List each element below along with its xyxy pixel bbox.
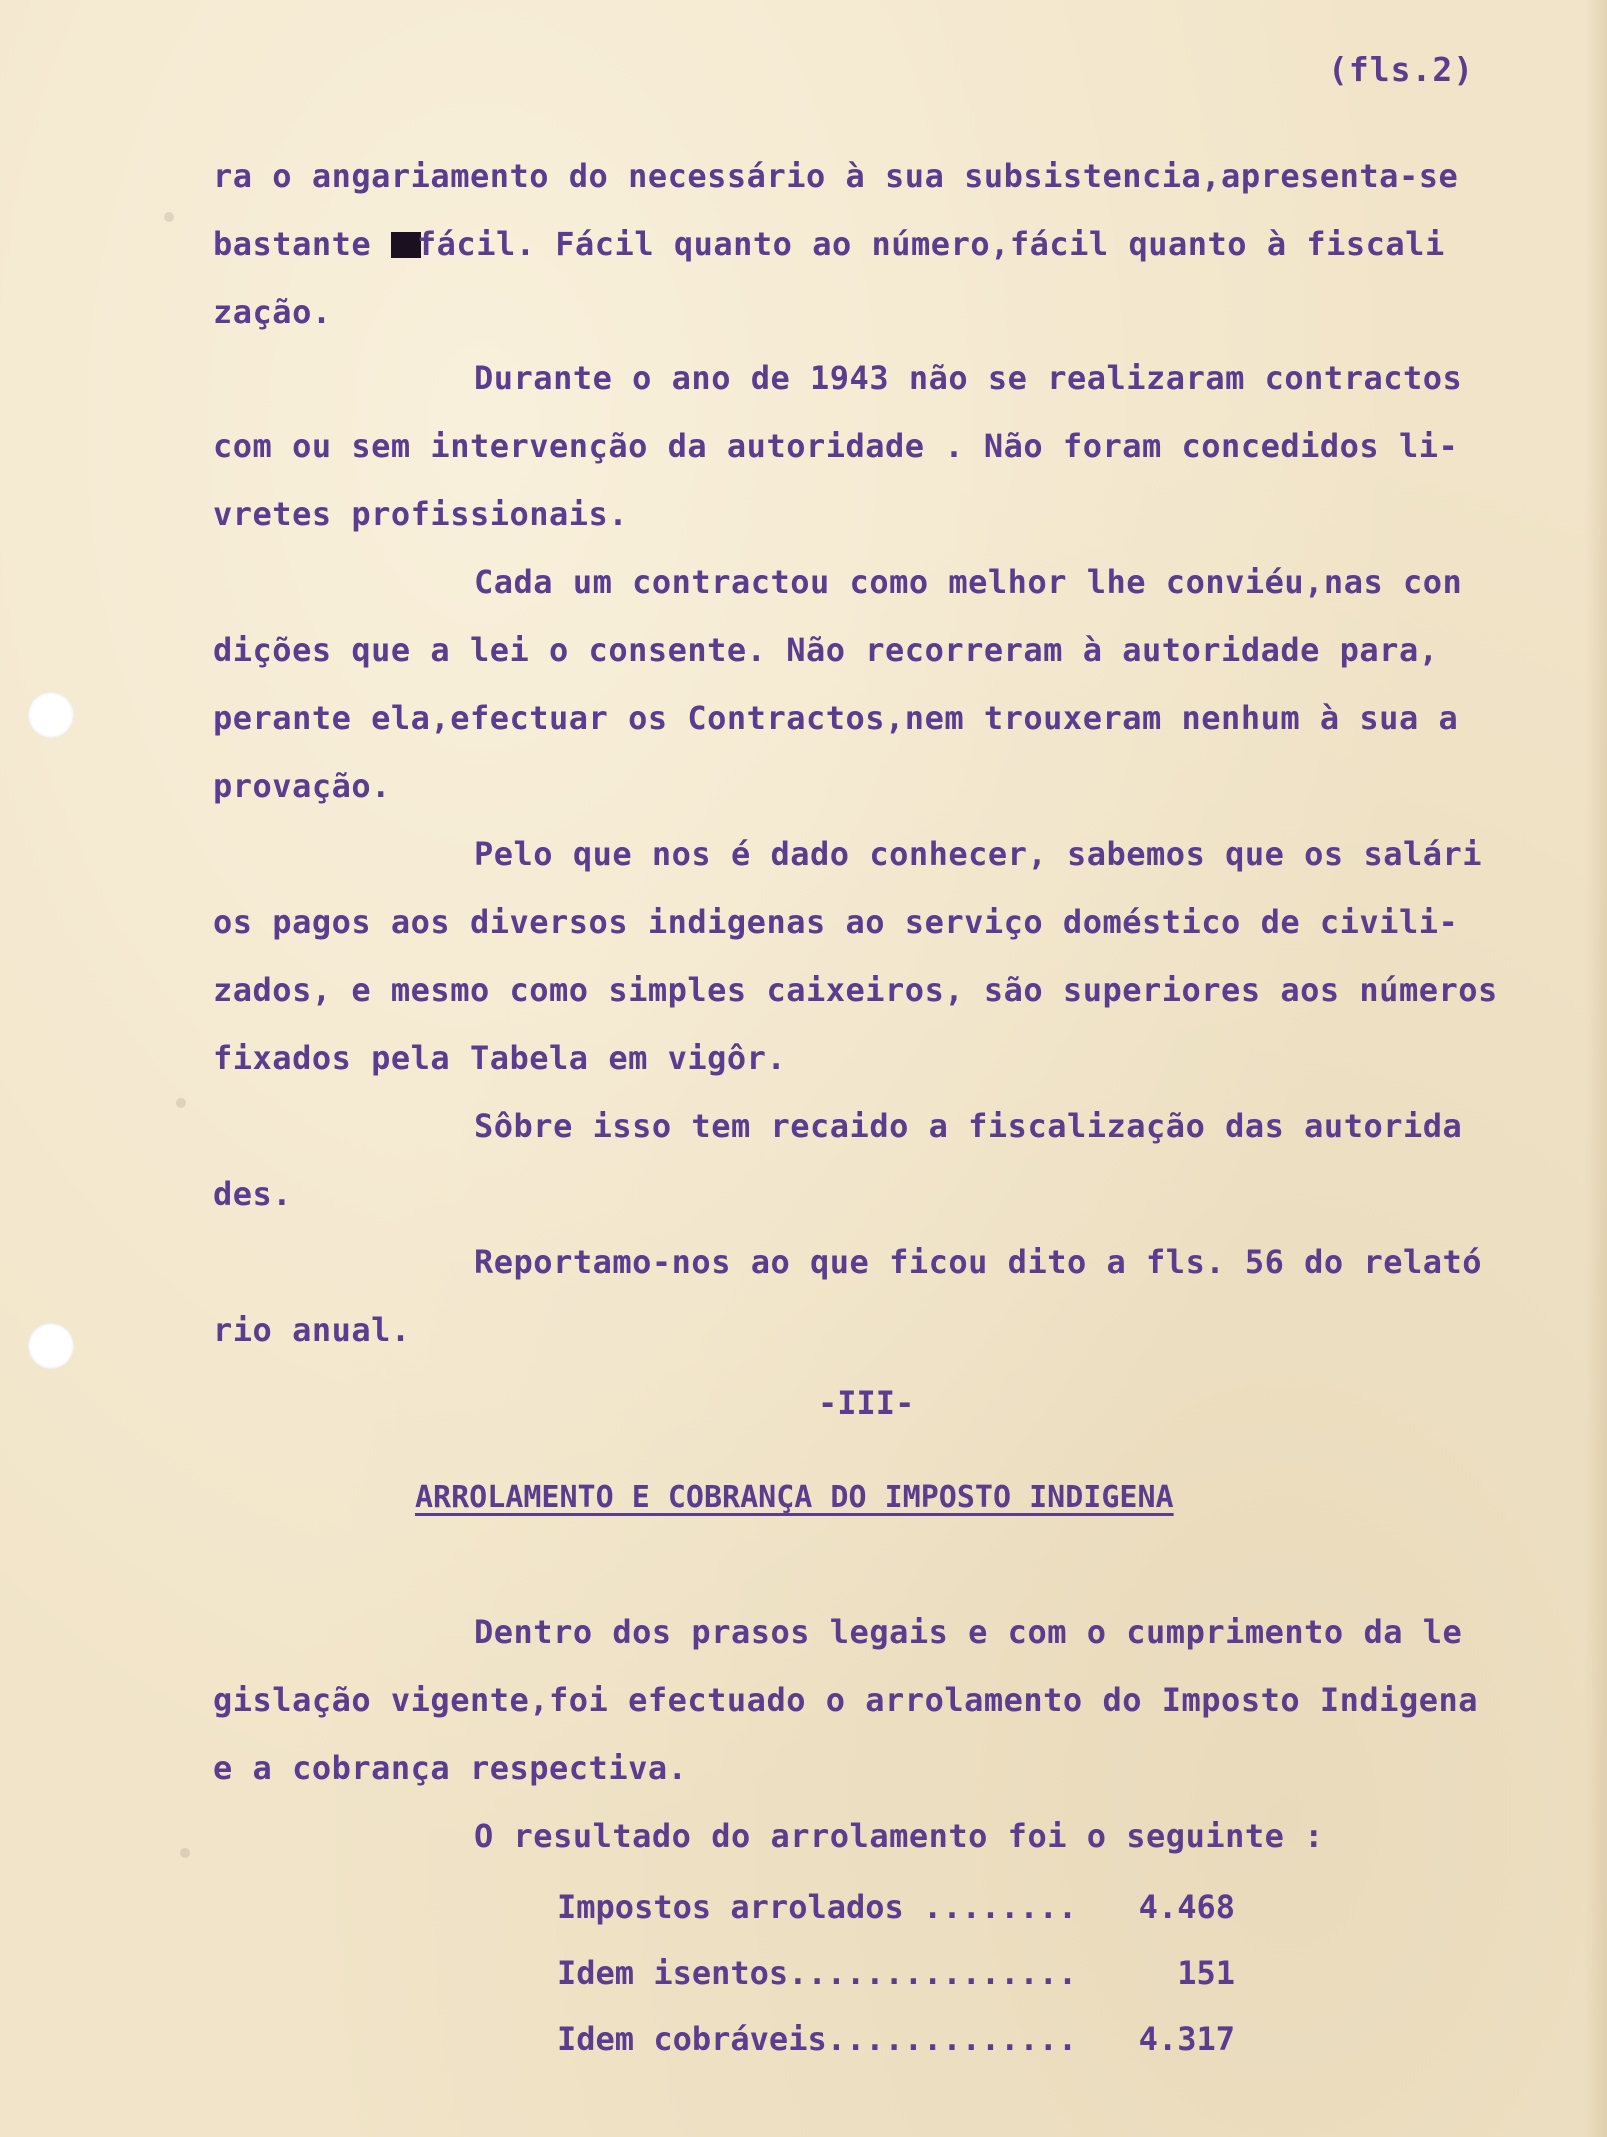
text-line: ra o angariamento do necessário à sua subsistencia,apresenta-se [213,157,1459,195]
punch-hole-lower [28,1323,74,1369]
text-line: rio anual. [213,1311,411,1349]
text-line: Sôbre isso tem recaido a fiscalização das autorida [474,1107,1463,1145]
text-line: dições que a lei o consente. Não recorreram à autoridade para, [213,631,1439,669]
text-line: Durante o ano de 1943 não se realizaram contractos [474,359,1463,397]
text-line: provação. [213,767,391,805]
text-line: zação. [213,293,332,331]
result-label: Idem isentos............... [557,1954,1078,1992]
text-line: Reportamo-nos ao que ficou dito a fls. 56 do relató [474,1243,1483,1281]
text-line: Dentro dos prasos legais e com o cumprimento da le [474,1613,1463,1651]
result-value: 4.468 [1138,1888,1235,1926]
result-value: 4.317 [1138,2020,1235,2058]
text-line: com ou sem intervenção da autoridade . Não foram concedidos li- [213,427,1459,465]
result-label: Idem cobráveis............. [557,2020,1078,2058]
text-line: O resultado do arrolamento foi o seguinte : [474,1817,1324,1855]
paper-edge-shadow [1585,0,1607,2137]
text-line: Cada um contractou como melhor lhe conviéu,nas con [474,563,1463,601]
text-line [213,225,1445,263]
text-line: Pelo que nos é dado conhecer, sabemos que os salári [474,835,1483,873]
staple-mark [180,1848,190,1858]
section-number: -III- [818,1384,915,1422]
text-line: vretes profissionais. [213,495,629,533]
text-line: e a cobrança respectiva. [213,1749,688,1787]
result-value: 151 [1177,1954,1235,1992]
text-fragment: fácil. Fácil quanto ao número,fácil quanto à fiscali [416,225,1445,263]
text-line: des. [213,1175,293,1213]
text-line: os pagos aos diversos indigenas ao serviço doméstico de civili- [213,903,1459,941]
section-heading: ARROLAMENTO E COBRANÇA DO IMPOSTO INDIGENA [415,1480,1174,1515]
text-line: fixados pela Tabela em vigôr. [213,1039,787,1077]
text-line: gislação vigente,foi efectuado o arrolamento do Imposto Indigena [213,1681,1478,1719]
text-line: zados, e mesmo como simples caixeiros, são superiores aos números [213,971,1498,1009]
staple-mark [164,212,174,222]
page-number: (fls.2) [1328,50,1475,89]
text-line: perante ela,efectuar os Contractos,nem trouxeram nenhum à sua a [213,699,1459,737]
staple-mark [176,1098,186,1108]
punch-hole-upper [28,692,74,738]
result-label: Impostos arrolados ........ [557,1888,1078,1926]
text-fragment: bastante [213,225,372,263]
